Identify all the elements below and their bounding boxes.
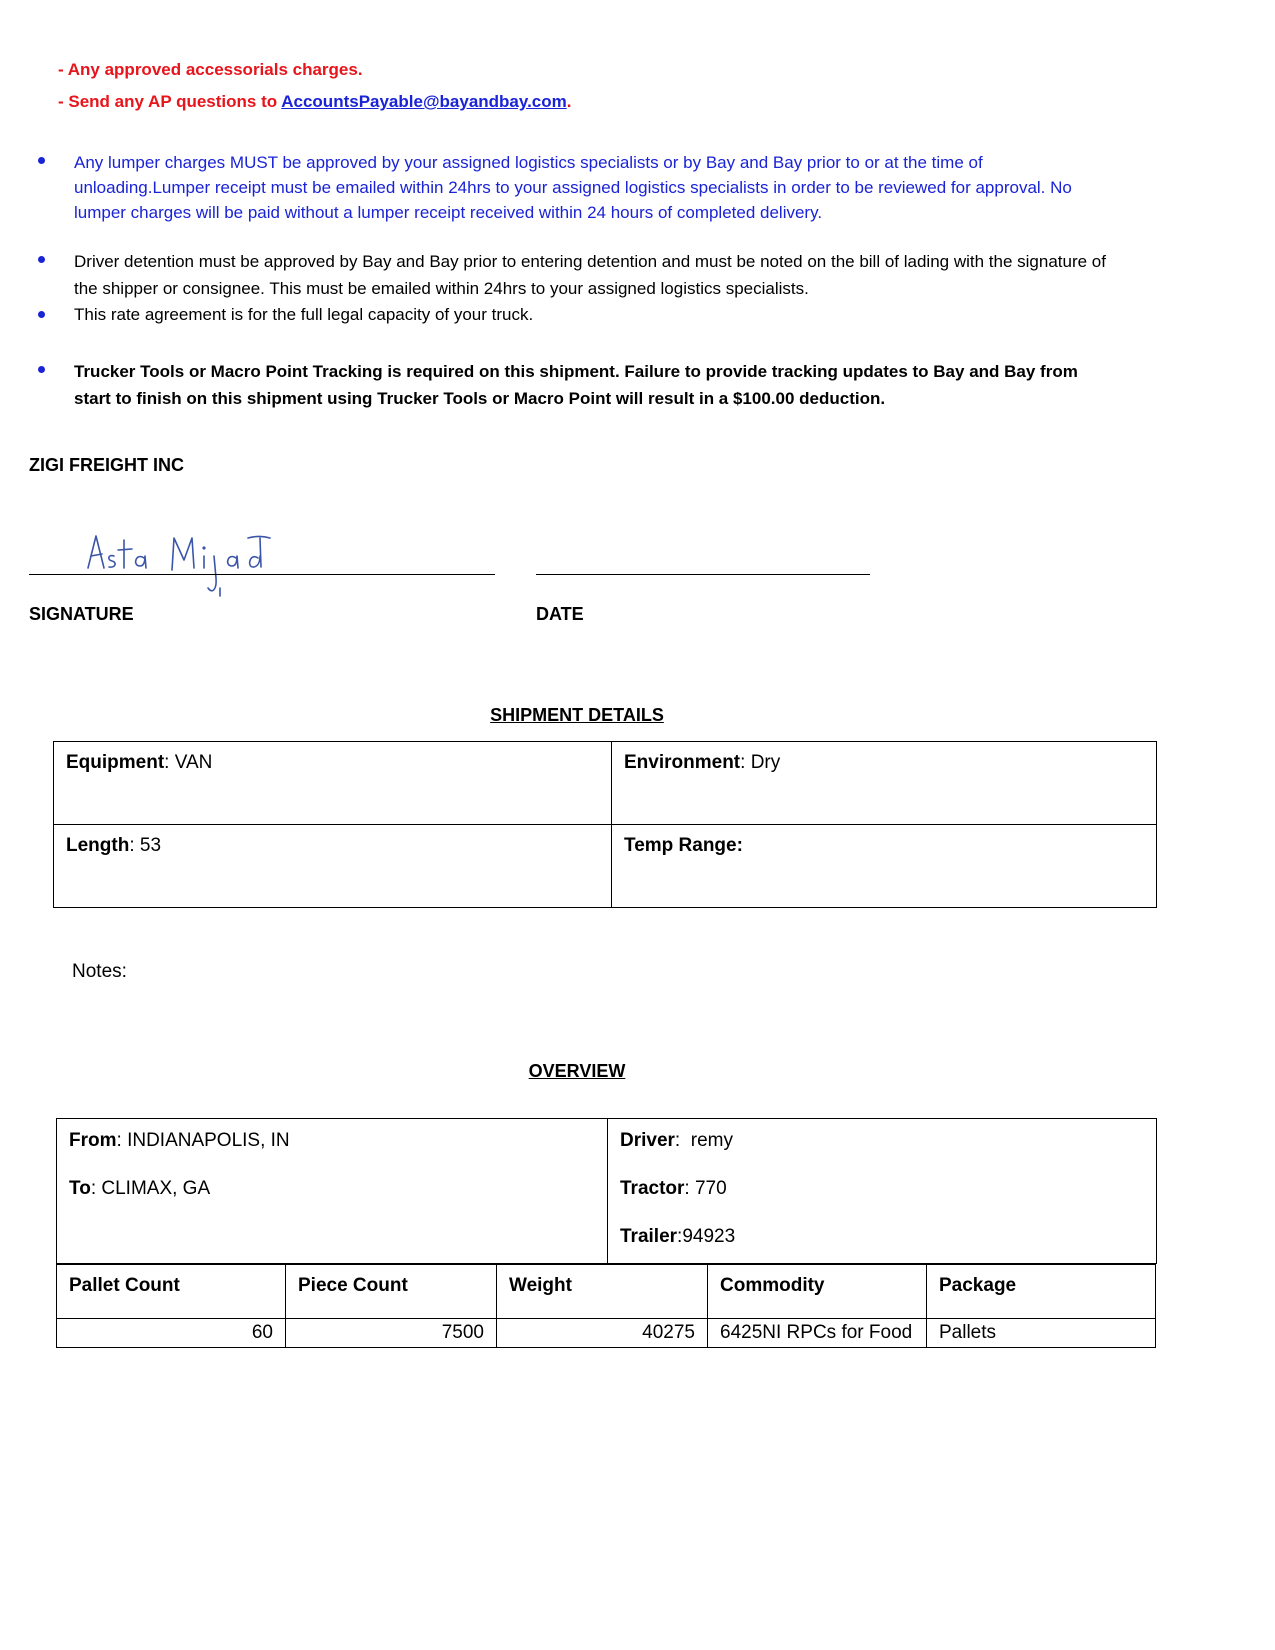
- commodity-cell: 6425NI RPCs for Food: [708, 1319, 927, 1348]
- from-value: INDIANAPOLIS, IN: [127, 1130, 290, 1151]
- package-cell: Pallets: [927, 1319, 1156, 1348]
- bullet-dot: [38, 366, 45, 373]
- column-header: Weight: [497, 1265, 708, 1319]
- notes-label: Notes:: [72, 961, 127, 982]
- accessorials-note: - Any approved accessorials charges.: [58, 60, 363, 79]
- length-cell: Length: 53: [54, 825, 612, 908]
- environment-cell: Environment: Dry: [612, 742, 1157, 825]
- tractor-row: Tractor: 770: [620, 1178, 727, 1199]
- equipment-cell: Equipment: VAN: [54, 742, 612, 825]
- signature-label: SIGNATURE: [29, 604, 134, 624]
- temp-range-cell: Temp Range:: [612, 825, 1157, 908]
- shipment-details-title: SHIPMENT DETAILS: [490, 705, 664, 725]
- overview-route-table: [56, 1118, 1157, 1264]
- environment-value: Dry: [750, 752, 781, 773]
- column-header: Package: [927, 1265, 1156, 1319]
- pallet-count-cell: 60: [57, 1319, 286, 1348]
- bullet-dot: [38, 311, 45, 318]
- to-row: To: CLIMAX, GA: [69, 1178, 211, 1199]
- bullet-tracking: Trucker Tools or Macro Point Tracking is required on this shipment. Failure to provide tracking updates to Bay and Bay from start to finish on this shipment using Trucker Tools or Macro Point will result in a $100.00 deduction.: [74, 362, 1078, 408]
- column-header: Pallet Count: [57, 1265, 286, 1319]
- signature-line: [29, 574, 495, 575]
- ap-email-link[interactable]: AccountsPayable@bayandbay.com: [281, 92, 567, 111]
- date-label: DATE: [536, 604, 584, 624]
- equipment-value: VAN: [174, 752, 213, 773]
- column-header: Piece Count: [286, 1265, 497, 1319]
- length-value: 53: [139, 835, 162, 856]
- from-row: From: INDIANAPOLIS, IN: [69, 1130, 290, 1151]
- overview-title: OVERVIEW: [528, 1061, 626, 1081]
- shipment-details-table: [53, 741, 1157, 908]
- ap-questions-note: - Send any AP questions to AccountsPayable@bayandbay.com.: [58, 92, 572, 111]
- weight-cell: 40275: [497, 1319, 708, 1348]
- piece-count-cell: 7500: [286, 1319, 497, 1348]
- driver-value: remy: [690, 1130, 733, 1151]
- bullet-dot: [38, 256, 45, 263]
- to-value: CLIMAX, GA: [101, 1178, 211, 1199]
- bullet-lumper: Any lumper charges MUST be approved by your assigned logistics specialists or by Bay and Bay prior to or at the time of unloading.Lumper receipt must be emailed within 24hrs to your assigned logistics specialists in order to be reviewed for approval. No lumper charges will be paid without a lumper receipt received within 24 hours of completed delivery.: [74, 153, 1072, 222]
- date-line: [536, 574, 870, 575]
- driver-row: Driver: remy: [620, 1130, 733, 1151]
- tractor-value: 770: [694, 1178, 727, 1199]
- bullet-dot: [38, 157, 45, 164]
- bullet-detention: Driver detention must be approved by Bay and Bay prior to entering detention and must be noted on the bill of lading with the signature of the shipper or consignee. This must be emailed within 24hrs to your assigned logistics specialists.: [74, 252, 1106, 298]
- trailer-value: 94923: [682, 1226, 736, 1247]
- route-cell: [57, 1119, 608, 1264]
- equipment-assignment-cell: [608, 1119, 1157, 1264]
- bullet-capacity: This rate agreement is for the full legal capacity of your truck.: [74, 305, 534, 324]
- overview-cargo-table: [56, 1264, 1156, 1348]
- handwritten-signature: [80, 528, 280, 598]
- carrier-name: ZIGI FREIGHT INC: [29, 455, 184, 475]
- column-header: Commodity: [708, 1265, 927, 1319]
- trailer-row: Trailer:94923: [620, 1226, 736, 1247]
